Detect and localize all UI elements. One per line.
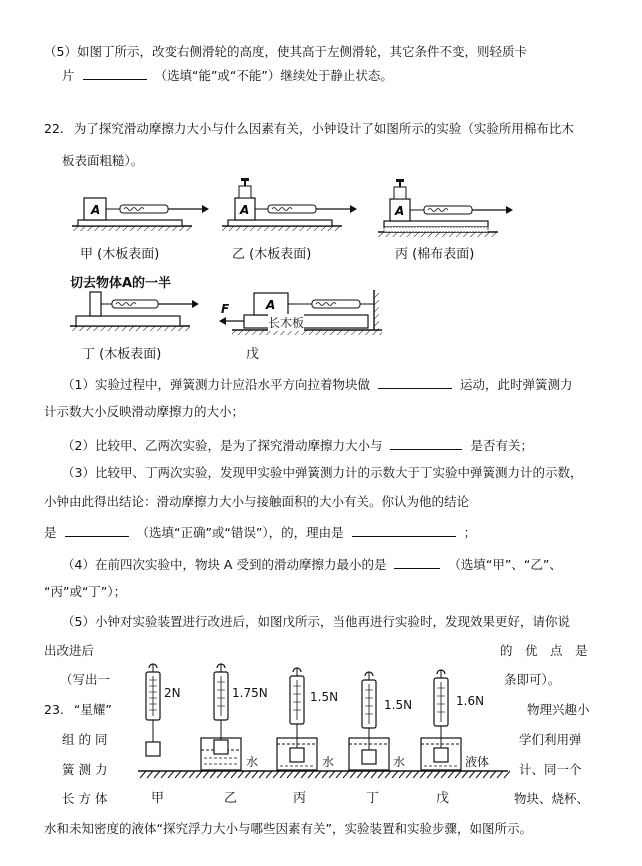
question-number: 23. bbox=[44, 702, 64, 717]
ground-hatch-mark bbox=[280, 771, 286, 778]
ground-hatch-mark bbox=[294, 771, 300, 778]
ground-hatch-mark bbox=[154, 771, 160, 778]
ground-hatch-mark bbox=[301, 771, 307, 778]
svg-text:A: A bbox=[240, 203, 250, 217]
q22-p4: （4）在前四次实验中，物块 A 受到的滑动摩擦力最小的是 （选填“甲”、“乙”、 bbox=[62, 557, 562, 572]
q23-line2-left: 组 的 同 bbox=[62, 732, 108, 747]
ground-hatch-mark bbox=[483, 771, 489, 778]
q22-intro-line2: 板表面粗糙）。 bbox=[62, 153, 144, 168]
q22-p1: （1）实验过程中，弹簧测力计应沿水平方向拉着物块做 运动，此时弹簧测力 bbox=[62, 377, 573, 392]
svg-text:A: A bbox=[266, 298, 276, 312]
ground-hatch-mark bbox=[462, 771, 468, 778]
ground-hatch-mark bbox=[189, 771, 195, 778]
q23-line1-left: 23. “星耀” bbox=[44, 702, 112, 717]
ground-hatch-mark bbox=[392, 771, 398, 778]
q23-line4-right: 物块、烧杯、 bbox=[514, 791, 590, 806]
ground-hatch-mark bbox=[175, 771, 181, 778]
ground-hatch-mark bbox=[168, 771, 174, 778]
q23-line2-right: 学们利用弹 bbox=[519, 732, 582, 747]
caption-ding-23: 丁 bbox=[366, 791, 380, 806]
scale-yi bbox=[201, 664, 241, 770]
ground-hatch-mark bbox=[273, 771, 279, 778]
ground-hatch-mark bbox=[378, 771, 384, 778]
ground-hatch-mark bbox=[329, 771, 335, 778]
liquid-label-ding: 水 bbox=[393, 755, 406, 769]
ground-hatch-mark bbox=[399, 771, 405, 778]
ground-hatch-mark bbox=[336, 771, 342, 778]
ground-hatch-mark bbox=[245, 771, 251, 778]
ground-hatch-mark bbox=[217, 771, 223, 778]
q22-p5-right: 的 优 点 是 bbox=[500, 643, 588, 658]
q23-line1-right: 物理兴趣小 bbox=[527, 702, 590, 717]
scale-wu bbox=[421, 670, 461, 770]
question-number: 22. bbox=[44, 121, 64, 136]
ground-hatch-mark bbox=[364, 771, 370, 778]
caption-yi: 乙 (木板表面) bbox=[232, 247, 312, 262]
q23-line4-left: 长 方 体 bbox=[62, 791, 108, 806]
ground-hatch-mark bbox=[238, 771, 244, 778]
ground-hatch-mark bbox=[350, 771, 356, 778]
ground-hatch-mark bbox=[455, 771, 461, 778]
ground-hatch-mark bbox=[266, 771, 272, 778]
ground-hatch-mark bbox=[182, 771, 188, 778]
board-label: 长木板 bbox=[268, 316, 305, 330]
caption-wu: 戊 bbox=[246, 347, 260, 362]
ground-hatch-mark bbox=[448, 771, 454, 778]
q22-p1-cont: 计示数大小反映滑动摩擦力的大小； bbox=[44, 404, 245, 419]
ground-hatch-mark bbox=[504, 771, 510, 778]
reading-ding: 1.5N bbox=[384, 698, 413, 712]
ground-hatch-mark bbox=[287, 771, 293, 778]
ground-hatch-mark bbox=[343, 771, 349, 778]
ground-hatch-mark bbox=[203, 771, 209, 778]
ground-hatch-mark bbox=[420, 771, 426, 778]
ground-hatch-mark bbox=[315, 771, 321, 778]
ground-hatch-mark bbox=[322, 771, 328, 778]
q22-intro: 为了探究滑动摩擦力大小与什么因素有关，小钟设计了如图所示的实验（实验所用棉布比木 bbox=[73, 121, 574, 136]
caption-jia-23: 甲 bbox=[151, 791, 165, 806]
ground-hatch-mark bbox=[490, 771, 496, 778]
block bbox=[146, 742, 160, 756]
ground-hatch-mark bbox=[231, 771, 237, 778]
q21-5-post: （选填“能”或“不能”）继续处于静止状态。 bbox=[154, 68, 393, 83]
q22-p5-left: 出改进后 bbox=[44, 643, 95, 658]
ground-hatch-mark bbox=[413, 771, 419, 778]
caption-bing-23: 丙 bbox=[293, 791, 307, 806]
q23-line3-right: 计、同一个 bbox=[519, 762, 582, 777]
ground-hatch-mark bbox=[497, 771, 503, 778]
ground-hatch-mark bbox=[161, 771, 167, 778]
ground-hatch-mark bbox=[476, 771, 482, 778]
cut-label: 切去物体A的一半 bbox=[70, 276, 172, 291]
scale-jia bbox=[146, 664, 160, 756]
reading-jia: 2N bbox=[164, 686, 181, 700]
ground-hatch-mark bbox=[224, 771, 230, 778]
caption-wu-23: 戊 bbox=[436, 791, 450, 806]
ground-hatch-mark bbox=[441, 771, 447, 778]
caption-bing: 丙 (棉布表面) bbox=[395, 247, 475, 262]
liquid-label-yi: 水 bbox=[246, 755, 259, 769]
ground-hatch-mark bbox=[371, 771, 377, 778]
ground-hatch-mark bbox=[308, 771, 314, 778]
ground-hatch-mark bbox=[427, 771, 433, 778]
ground-hatch-mark bbox=[434, 771, 440, 778]
q22-p5c-left: （写出一 bbox=[60, 672, 111, 687]
scale-ding bbox=[349, 672, 389, 770]
ground-hatch-mark bbox=[196, 771, 202, 778]
liquid-label-wu: 液体 bbox=[465, 755, 490, 769]
caption-yi-23: 乙 bbox=[224, 791, 238, 806]
q21-5-text: （5）如图丁所示，改变右侧滑轮的高度，使其高于左侧滑轮，其它条件不变，则轻质卡 bbox=[44, 44, 527, 59]
q23-line5: 水和未知密度的液体“探究浮力大小与哪些因素有关”，实验装置和实验步骤，如图所示。 bbox=[44, 821, 532, 836]
q22-p3-cont: 小钟由此得出结论：滑动摩擦力大小与接触面积的大小有关。你认为他的结论 bbox=[44, 494, 470, 509]
reading-yi: 1.75N bbox=[232, 686, 268, 700]
q22-p4-cont: “丙”或“丁”）； bbox=[44, 584, 127, 599]
ground-hatch-mark bbox=[469, 771, 475, 778]
reading-wu: 1.6N bbox=[456, 694, 485, 708]
caption-ding: 丁 (木板表面) bbox=[82, 347, 162, 362]
scale-bing bbox=[277, 668, 317, 770]
q21-5-pre: 片 bbox=[62, 68, 75, 83]
ground-hatch-mark bbox=[252, 771, 258, 778]
liquid-label-bing: 水 bbox=[322, 755, 335, 769]
svg-text:A: A bbox=[395, 204, 405, 218]
q22-p3: （3）比较甲、丁两次实验，发现甲实验中弹簧测力计的示数大于丁实验中弹簧测力计的示数， bbox=[62, 465, 583, 480]
q22-p2: （2）比较甲、乙两次实验，是为了探究滑动摩擦力大小与 是否有关； bbox=[62, 438, 533, 453]
q23-line3-left: 簧 测 力 bbox=[62, 762, 108, 777]
block-label: A bbox=[91, 203, 101, 217]
caption-jia: 甲 (木板表面) bbox=[80, 247, 160, 262]
q22-p5c-right: 条即可）。 bbox=[504, 672, 561, 687]
reading-bing: 1.5N bbox=[310, 690, 339, 704]
ground-hatch-mark bbox=[385, 771, 391, 778]
ground-hatch-mark bbox=[210, 771, 216, 778]
force-label: F bbox=[221, 302, 230, 316]
ground-hatch-mark bbox=[406, 771, 412, 778]
ground-hatch-mark bbox=[259, 771, 265, 778]
q22-p5: （5）小钟对实验装置进行改进后，如图戊所示，当他再进行实验时，发现效果更好，请你说 bbox=[62, 614, 570, 629]
ground-hatch-mark bbox=[357, 771, 363, 778]
ground-hatch-mark bbox=[140, 771, 146, 778]
q22-p3-answer: 是 （选填“正确”或“错误”），的，理由是 ； bbox=[44, 525, 477, 540]
ground-hatch-mark bbox=[147, 771, 153, 778]
